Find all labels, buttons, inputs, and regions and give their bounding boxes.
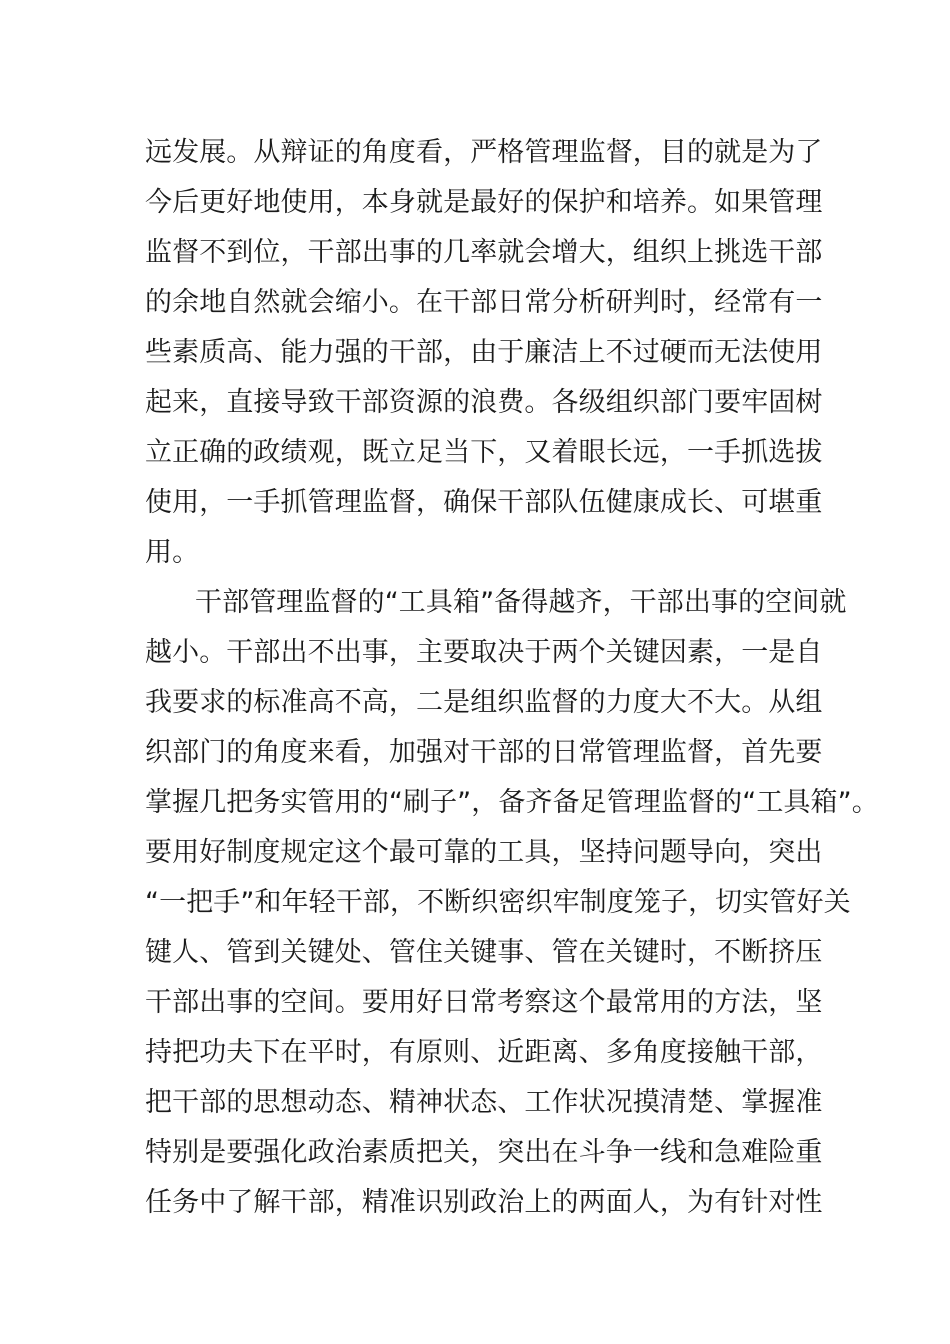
text-line: 掌握几把务实管用的“刷子”，备齐备足管理监督的“工具箱”。 <box>145 787 879 818</box>
text-line: 键人、管到关键处、管住关键事、管在关键时，不断挤压 <box>145 937 823 968</box>
body-text <box>145 128 879 1228</box>
text-line: 持把功夫下在平时，有原则、近距离、多角度接触干部， <box>145 1037 823 1068</box>
text-line: 特别是要强化政治素质把关，突出在斗争一线和急难险重 <box>145 1137 823 1168</box>
text-line: 今后更好地使用，本身就是最好的保护和培养。如果管理 <box>145 187 823 218</box>
text-line: 干部出事的空间。要用好日常考察这个最常用的方法，坚 <box>145 987 823 1018</box>
text-line: 远发展。从辩证的角度看，严格管理监督，目的就是为了 <box>145 137 823 168</box>
text-line: 织部门的角度来看，加强对干部的日常管理监督，首先要 <box>145 737 823 768</box>
text-line: 立正确的政绩观，既立足当下，又着眼长远，一手抓选拔 <box>145 437 823 468</box>
text-line: 用。 <box>145 537 200 568</box>
text-line: 些素质高、能力强的干部，由于廉洁上不过硬而无法使用 <box>145 337 823 368</box>
text-line: 的余地自然就会缩小。在干部日常分析研判时，经常有一 <box>145 287 823 318</box>
text-line: 要用好制度规定这个最可靠的工具，坚持问题导向，突出 <box>145 837 823 868</box>
text-line: 监督不到位，干部出事的几率就会增大，组织上挑选干部 <box>145 237 823 268</box>
text-line: 使用，一手抓管理监督，确保干部队伍健康成长、可堪重 <box>145 487 823 518</box>
text-line: “一把手”和年轻干部，不断织密织牢制度笼子，切实管好关 <box>145 887 851 918</box>
text-line: 我要求的标准高不高，二是组织监督的力度大不大。从组 <box>145 687 823 718</box>
text-line: 越小。干部出不出事，主要取决于两个关键因素，一是自 <box>145 637 823 668</box>
paragraph-start-line: 干部管理监督的“工具箱”备得越齐，干部出事的空间就 <box>195 587 847 618</box>
text-line: 起来，直接导致干部资源的浪费。各级组织部门要牢固树 <box>145 387 823 418</box>
text-line: 任务中了解干部，精准识别政治上的两面人，为有针对性 <box>145 1187 823 1218</box>
text-line: 把干部的思想动态、精神状态、工作状况摸清楚、掌握准 <box>145 1087 823 1118</box>
